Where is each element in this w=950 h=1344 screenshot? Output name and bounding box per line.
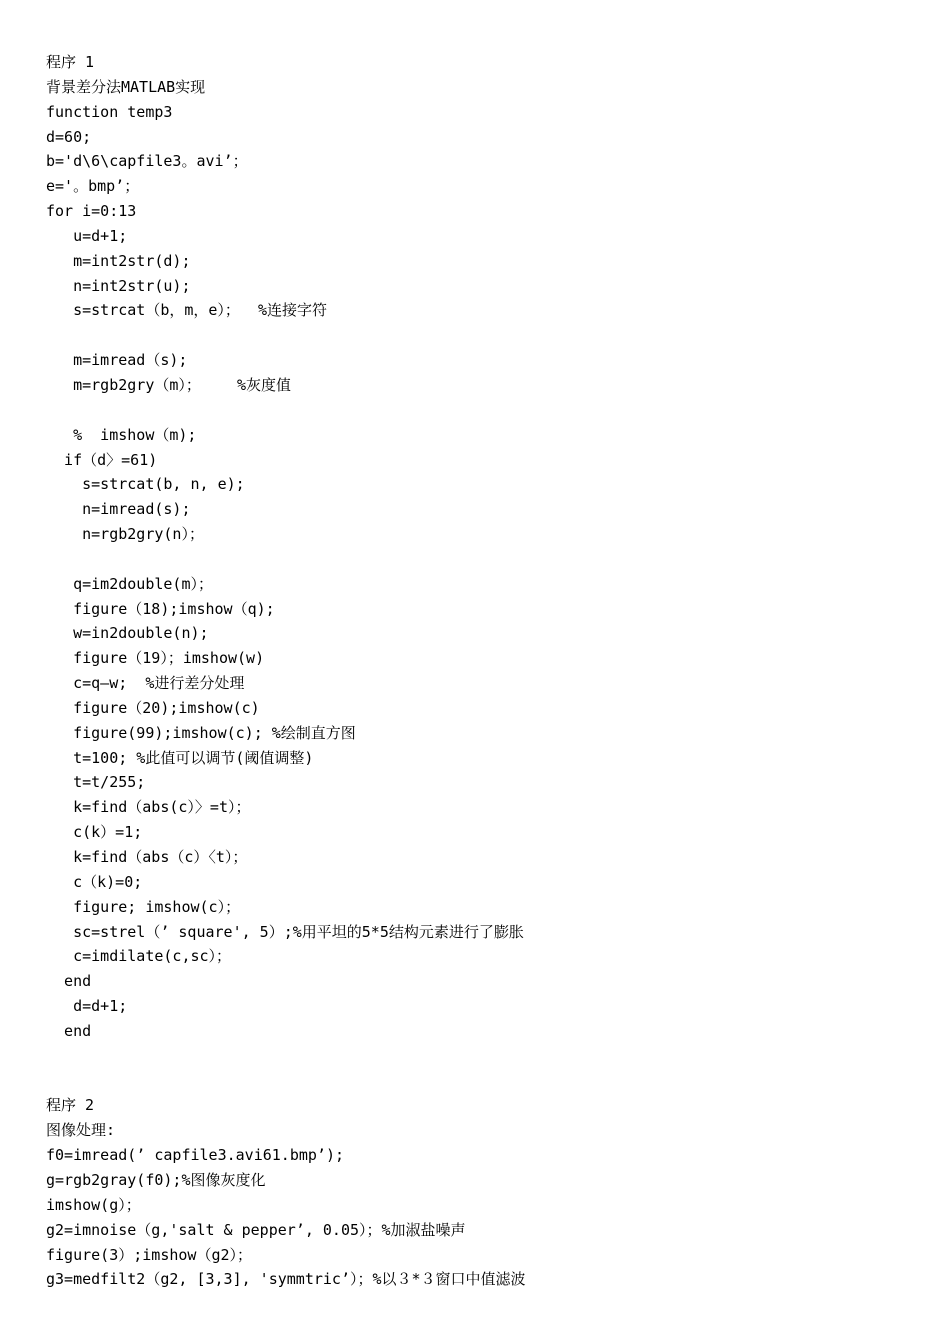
blank-line bbox=[46, 1044, 916, 1069]
code-line: m=imread（s); bbox=[46, 351, 188, 370]
code-line: s=strcat(b, n, e); bbox=[46, 475, 245, 494]
code-line: figure; imshow(c）； bbox=[46, 897, 241, 916]
code-line: e='。bmp’； bbox=[46, 177, 140, 196]
code-line: g2=imnoise（g,'salt & pepper’, 0.05）；%加淑盐噪声 bbox=[46, 1220, 466, 1239]
code-line: figure(99);imshow(c); %绘制直方图 bbox=[46, 723, 356, 742]
code-line: b='d\6\capfile3。avi’； bbox=[46, 152, 248, 171]
code-line: 图像处理: bbox=[46, 1121, 116, 1140]
code-line: d=d+1; bbox=[46, 997, 128, 1016]
code-line: c=imdilate(c,sc）； bbox=[46, 947, 232, 966]
code-line bbox=[46, 547, 916, 572]
code-line: k=find（abs（c）〈t）； bbox=[46, 848, 248, 866]
code-line: 程序 1 bbox=[46, 53, 95, 71]
code-line: u=d+1; bbox=[46, 226, 128, 245]
code-line bbox=[46, 323, 916, 348]
code-line: if（d〉=61) bbox=[46, 450, 158, 469]
code-line: 程序 2 bbox=[46, 1096, 95, 1115]
code-line: g=rgb2gray(f0);%图像灰度化 bbox=[46, 1170, 266, 1189]
code-line: 背景差分法MATLAB实现 bbox=[46, 77, 206, 96]
code-line: end bbox=[46, 972, 92, 991]
code-line: q=im2double(m）； bbox=[46, 574, 213, 593]
code-line: n=rgb2gry(n）； bbox=[46, 525, 204, 544]
code-line: c=q—w; %进行差分处理 bbox=[46, 674, 245, 693]
code-line: c（k)=0; bbox=[46, 872, 143, 891]
code-line: t=100; %此值可以调节(阈值调整) bbox=[46, 748, 314, 767]
code-line: figure(3）;imshow（g2）； bbox=[46, 1245, 253, 1264]
code-line: c(k）=1; bbox=[46, 823, 143, 842]
code-line: for i=0:13 bbox=[46, 202, 137, 221]
code-line: s=strcat（b，m，e）； %连接字符 bbox=[46, 301, 328, 320]
blank-line bbox=[46, 1069, 916, 1094]
code-line: g3=medfilt2（g2, [3,3], 'symmtric’）；%以３*３窗口中值滤波 bbox=[46, 1270, 526, 1289]
code-line: imshow(g）； bbox=[46, 1195, 141, 1214]
code-document bbox=[46, 50, 916, 1292]
code-line: figure（20);imshow(c) bbox=[46, 698, 260, 717]
code-line: % imshow（m); bbox=[46, 425, 197, 444]
code-line: end bbox=[46, 1021, 92, 1040]
code-line: function temp3 bbox=[46, 102, 173, 121]
code-line: m=int2str(d); bbox=[46, 251, 191, 270]
code-line: figure（19）；imshow(w) bbox=[46, 649, 265, 668]
code-line: f0=imread(’ capfile3.avi61.bmp’); bbox=[46, 1146, 345, 1165]
program-2-section bbox=[46, 1093, 916, 1292]
code-line: n=imread(s); bbox=[46, 500, 191, 519]
code-line: t=t/255; bbox=[46, 773, 146, 792]
program-1-section bbox=[46, 50, 916, 1044]
code-line bbox=[46, 398, 916, 423]
code-line: sc=strel（’ square', 5）;%用平坦的5*5结构元素进行了膨胀 bbox=[46, 922, 524, 941]
code-line: k=find（abs(c）〉=t）； bbox=[46, 798, 251, 817]
code-line: figure（18);imshow（q); bbox=[46, 599, 275, 618]
code-line: m=rgb2gry（m）； %灰度值 bbox=[46, 375, 292, 394]
code-line: w=in2double(n); bbox=[46, 624, 209, 643]
code-line: d=60; bbox=[46, 127, 92, 146]
code-line: n=int2str(u); bbox=[46, 276, 191, 295]
